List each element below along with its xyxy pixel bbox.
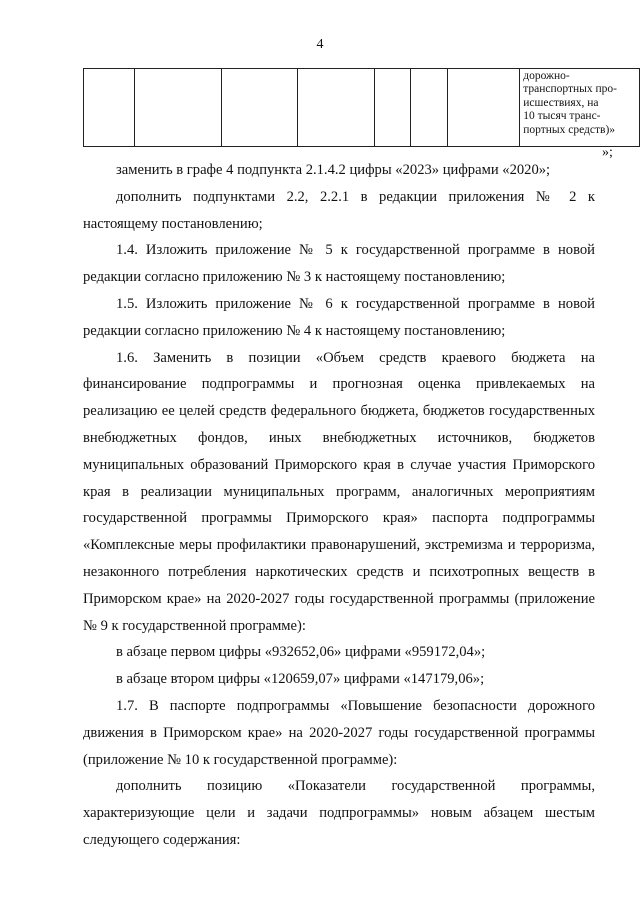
paragraph-second-abzac: в абзаце втором цифры «120659,07» цифрами «147179,06»; xyxy=(116,671,485,688)
page-number: 4 xyxy=(316,37,324,52)
table-cell xyxy=(374,69,410,147)
table-cell xyxy=(447,69,520,147)
table-row xyxy=(84,69,640,147)
paragraph-1-5: 1.5. Изложить приложение № 6 к государственной программе в новой редакции согласно приложению № 4 к настоящему постановлению; xyxy=(83,295,595,339)
body-text xyxy=(83,157,595,854)
paragraph-replace-graph-4: заменить в графе 4 подпункта 2.1.4.2 цифры «2023» цифрами «2020»; xyxy=(116,162,551,178)
paragraph-add-subitems: дополнить подпунктами 2.2, 2.2.1 в редакции приложения № 2 к настоящему постановлению; xyxy=(83,188,595,232)
continuation-table xyxy=(83,68,640,147)
cell-line: транспортных про- xyxy=(523,83,618,96)
table-cell xyxy=(84,69,135,147)
paragraph-1-4: 1.4. Изложить приложение № 5 к государственной программе в новой редакции согласно приложению № 3 к настоящему постановлению; xyxy=(83,242,595,286)
table-cell xyxy=(298,69,374,147)
paragraph-add-position: дополнить позицию «Показатели государственной программы, характеризующие цели и задачи подпрограммы» новым абзацем шестым следующего содержания: xyxy=(83,778,595,848)
table-cell xyxy=(221,69,297,147)
paragraph-1-7: 1.7. В паспорте подпрограммы «Повышение безопасности дорожного движения в Приморском крае» на 2020-2027 годы государственной программы (приложение № 10 к государственной программе): xyxy=(83,697,595,768)
cell-line: дорожно- xyxy=(523,70,570,82)
paragraph-1-6: 1.6. Заменить в позиции «Объем средств краевого бюджета на финансирование подпрограммы и прогнозная оценка привлекаемых на реализацию ее целей средств федерального бюджета, бюджетов государственных внебюджетных фондов, иных внебюджетных источников, бюджетов муниципальных образований Приморского края в случае участия Приморского края в реализации муниципальных программ, аналогичных мероприятиям государственной программы Приморского края» паспорта подпрограммы «Комплексные меры профилактики правонарушений, экстремизма и терроризма, незаконного потребления наркотических средств и психотропных веществ в Приморском крае» на 2020-2027 годы государственной программы (приложение № 9 к государственной программе): xyxy=(83,349,595,634)
cell-line: 10 тысяч транс- xyxy=(523,110,601,123)
paragraph-first-abzac: в абзаце первом цифры «932652,06» цифрами «959172,04»; xyxy=(116,644,486,661)
table-cell xyxy=(411,69,447,147)
indicator-text-cell xyxy=(520,69,640,147)
cell-line: исшествиях, на xyxy=(523,96,599,109)
table-cell xyxy=(135,69,222,147)
closing-quote-mark: »; xyxy=(602,145,613,160)
cell-line: портных средств)» xyxy=(523,123,616,136)
